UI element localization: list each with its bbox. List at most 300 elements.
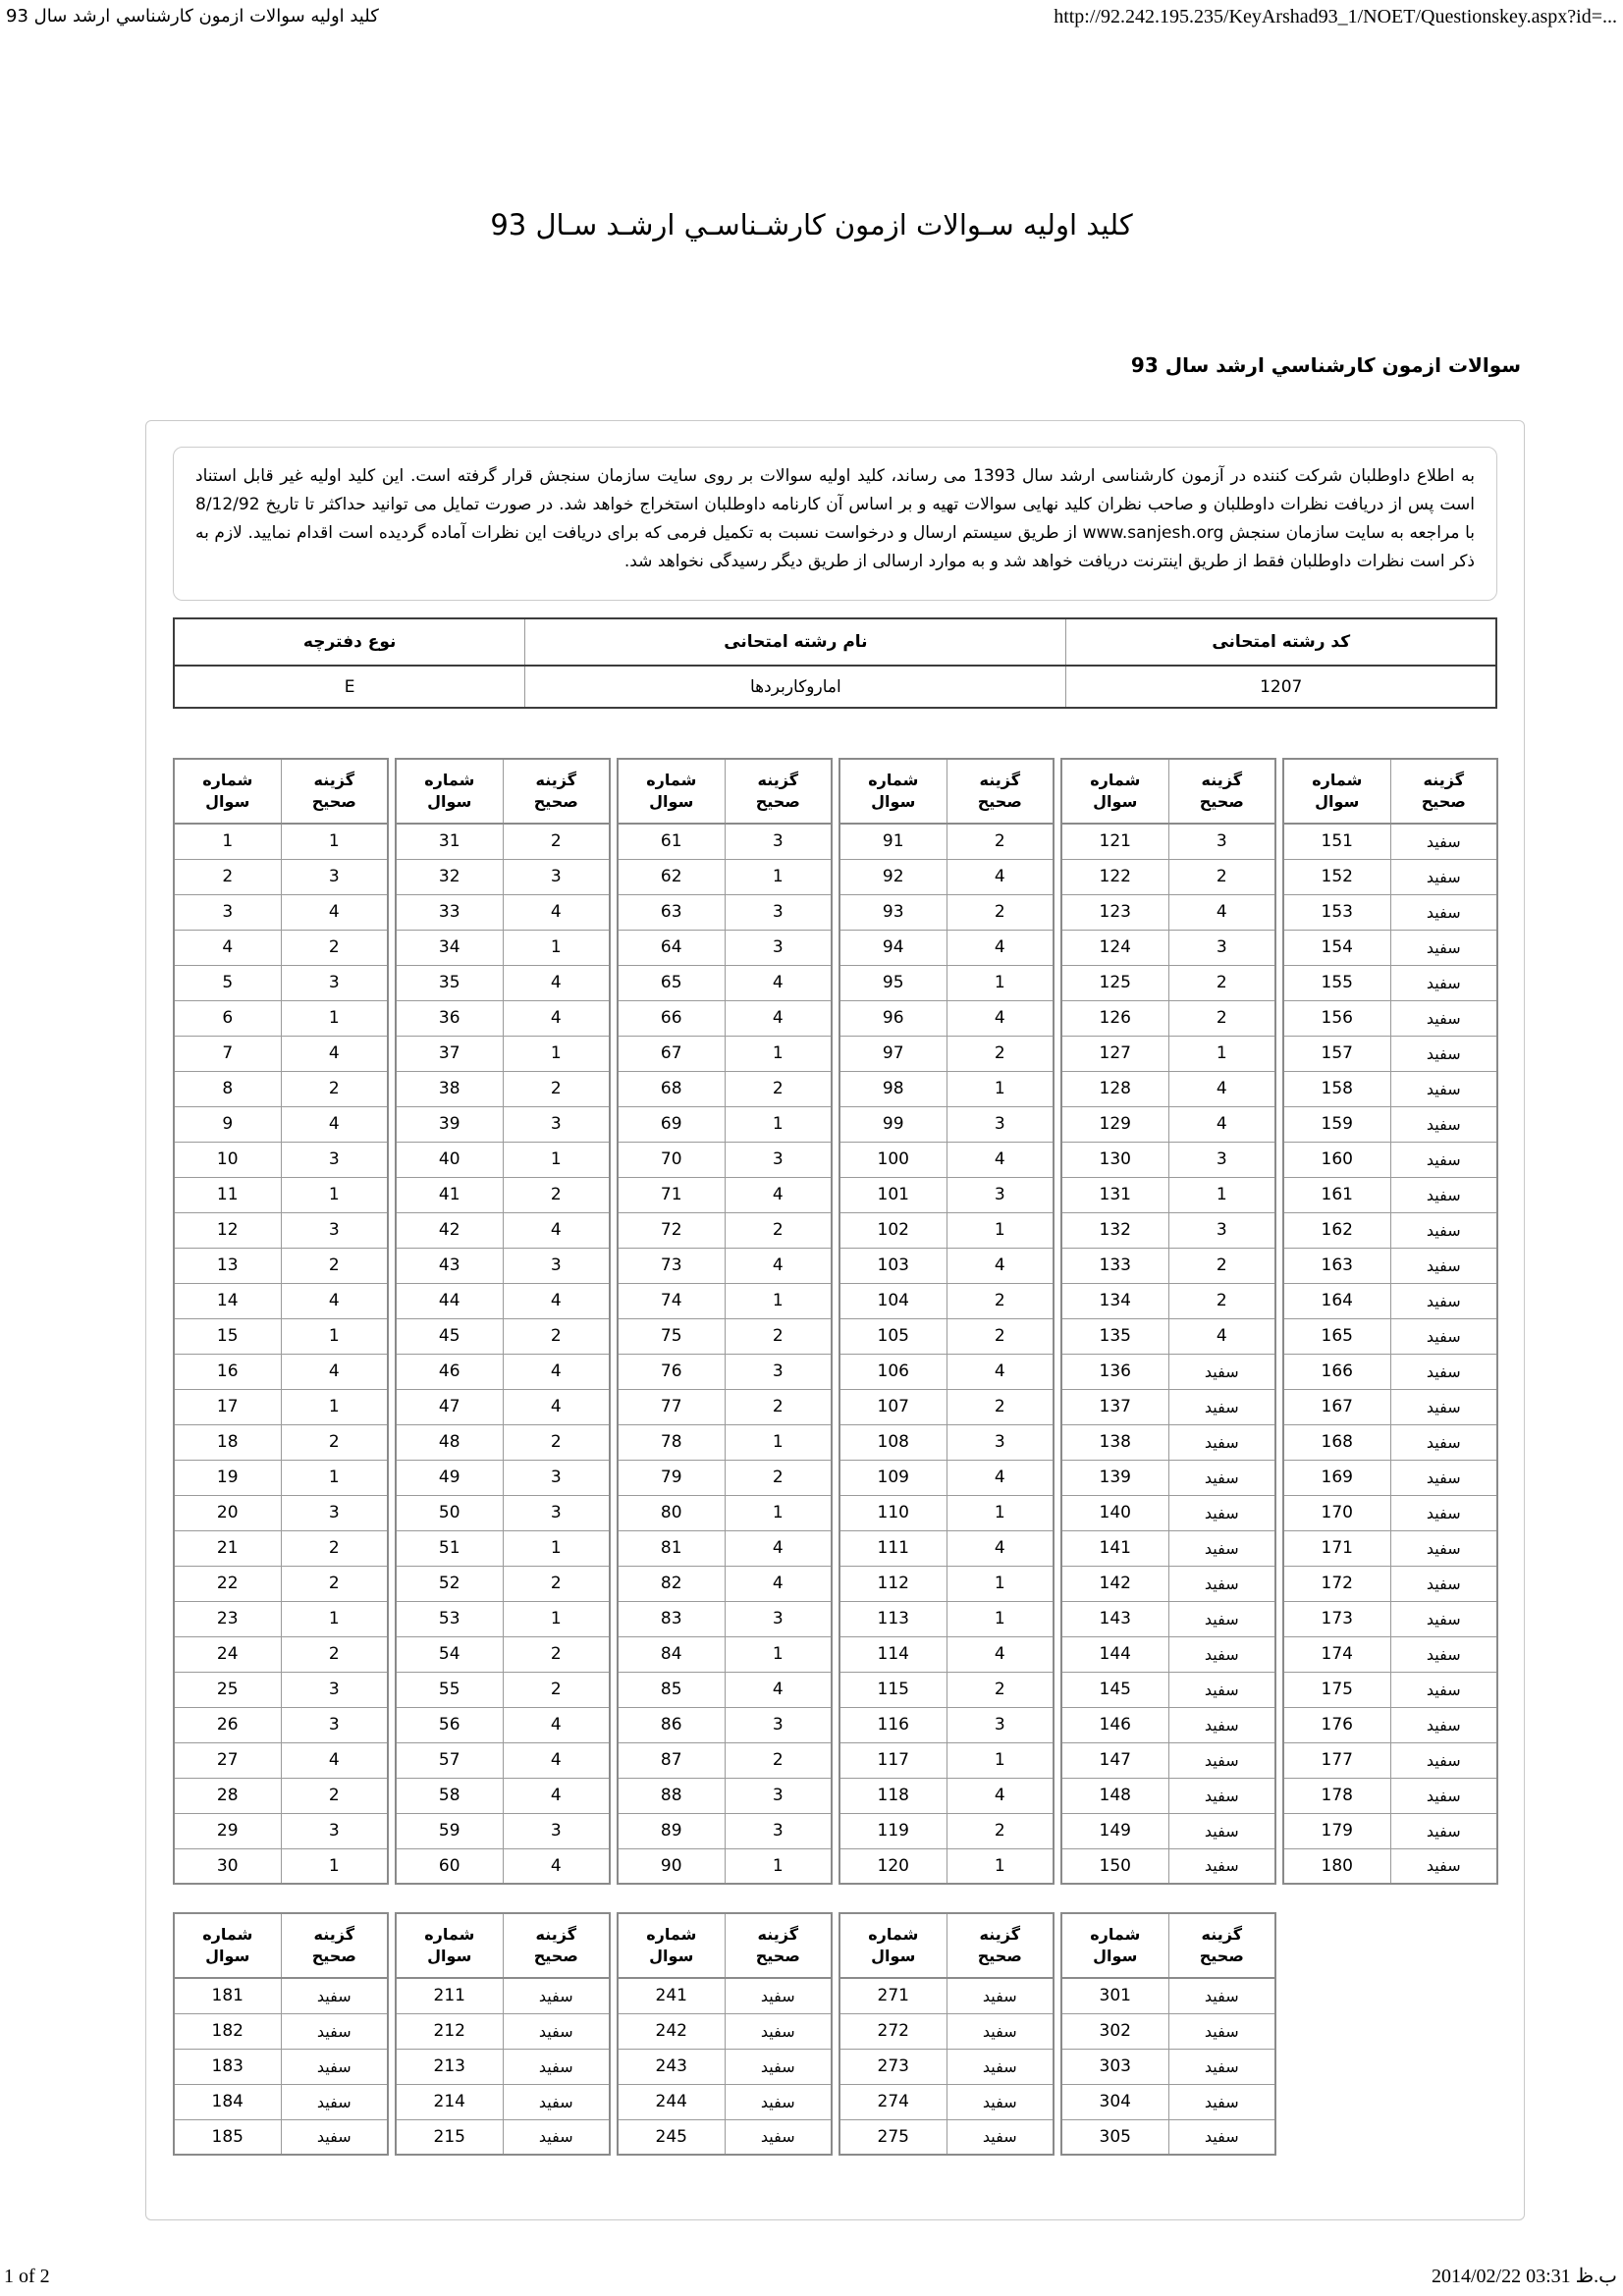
answer-row	[1283, 1071, 1497, 1106]
question-number-cell: 13	[174, 1248, 281, 1283]
question-number-cell: 175	[1283, 1672, 1390, 1707]
answer-row	[618, 1742, 832, 1778]
question-number-cell: 89	[618, 1813, 725, 1848]
answer-row	[839, 894, 1054, 930]
question-number-cell: 177	[1283, 1742, 1390, 1778]
question-number-cell: 163	[1283, 1248, 1390, 1283]
correct-option-cell: 1	[281, 1000, 388, 1036]
correct-option-cell: 2	[1168, 1000, 1275, 1036]
correct-option-cell: سفید	[1390, 1212, 1497, 1248]
question-number-header: شماره سوال	[396, 1913, 503, 1978]
question-number-cell: 42	[396, 1212, 503, 1248]
question-number-cell: 51	[396, 1530, 503, 1566]
correct-option-cell: سفید	[947, 2119, 1054, 2155]
answer-row	[1061, 1813, 1275, 1848]
correct-option-cell: سفید	[1390, 1707, 1497, 1742]
correct-option-cell: سفید	[503, 2049, 610, 2084]
question-number-cell: 108	[839, 1424, 947, 1460]
answer-table-181-185	[173, 1912, 389, 2156]
question-number-cell: 92	[839, 859, 947, 894]
correct-option-cell: 4	[947, 1248, 1054, 1283]
answer-row	[396, 965, 610, 1000]
correct-option-cell: 4	[947, 1778, 1054, 1813]
correct-option-cell: 2	[503, 824, 610, 859]
answer-row	[839, 1742, 1054, 1778]
correct-option-cell: 4	[947, 1460, 1054, 1495]
correct-option-cell: سفید	[725, 2084, 832, 2119]
question-number-cell: 70	[618, 1142, 725, 1177]
answer-row	[174, 1389, 388, 1424]
correct-option-header: گزینه صحیح	[725, 759, 832, 824]
answer-row	[1283, 1354, 1497, 1389]
correct-option-cell: 3	[725, 1813, 832, 1848]
question-number-cell: 122	[1061, 859, 1168, 894]
answer-row	[1283, 1318, 1497, 1354]
answer-row	[396, 1177, 610, 1212]
question-number-cell: 84	[618, 1636, 725, 1672]
answer-row	[839, 1142, 1054, 1177]
answer-row	[839, 1530, 1054, 1566]
correct-option-cell: 4	[947, 1636, 1054, 1672]
answer-row	[1061, 1106, 1275, 1142]
question-number-cell: 82	[618, 1566, 725, 1601]
correct-option-cell: سفید	[1168, 1424, 1275, 1460]
question-number-cell: 129	[1061, 1106, 1168, 1142]
correct-option-cell: سفید	[947, 2049, 1054, 2084]
question-number-cell: 90	[618, 1848, 725, 1884]
correct-option-cell: 2	[503, 1636, 610, 1672]
correct-option-cell: 3	[1168, 824, 1275, 859]
question-number-cell: 38	[396, 1071, 503, 1106]
correct-option-cell: سفید	[1390, 1672, 1497, 1707]
question-number-cell: 88	[618, 1778, 725, 1813]
correct-option-cell: 3	[281, 1707, 388, 1742]
answer-table-header-row	[1061, 1913, 1275, 1978]
answer-row	[1061, 1530, 1275, 1566]
question-number-cell: 143	[1061, 1601, 1168, 1636]
correct-option-cell: 3	[947, 1177, 1054, 1212]
question-number-cell: 272	[839, 2013, 947, 2049]
answer-row	[839, 1978, 1054, 2013]
correct-option-cell: 3	[725, 930, 832, 965]
question-number-cell: 37	[396, 1036, 503, 1071]
answer-row	[396, 1848, 610, 1884]
answer-table-header-row	[174, 759, 388, 824]
question-number-cell: 305	[1061, 2119, 1168, 2155]
correct-option-cell: 3	[1168, 1212, 1275, 1248]
answer-row	[618, 2084, 832, 2119]
question-number-cell: 182	[174, 2013, 281, 2049]
question-number-cell: 167	[1283, 1389, 1390, 1424]
correct-option-header: گزینه صحیح	[725, 1913, 832, 1978]
answer-row	[1283, 1212, 1497, 1248]
answer-row	[174, 1071, 388, 1106]
question-number-cell: 146	[1061, 1707, 1168, 1742]
question-number-cell: 36	[396, 1000, 503, 1036]
answer-row	[396, 1424, 610, 1460]
answer-row	[1283, 1601, 1497, 1636]
question-number-cell: 71	[618, 1177, 725, 1212]
answer-row	[1061, 1424, 1275, 1460]
answer-row	[618, 1354, 832, 1389]
question-number-cell: 55	[396, 1672, 503, 1707]
correct-option-cell: 2	[725, 1071, 832, 1106]
exam-info-value-row	[174, 666, 1496, 708]
correct-option-cell: 2	[503, 1672, 610, 1707]
question-number-cell: 81	[618, 1530, 725, 1566]
correct-option-cell: سفید	[281, 2049, 388, 2084]
answer-row	[174, 2119, 388, 2155]
answer-row	[1061, 1742, 1275, 1778]
answer-row	[839, 1460, 1054, 1495]
question-number-cell: 49	[396, 1460, 503, 1495]
question-number-cell: 17	[174, 1389, 281, 1424]
correct-option-cell: 2	[725, 1389, 832, 1424]
question-number-cell: 44	[396, 1283, 503, 1318]
print-header	[6, 6, 1617, 28]
correct-option-header: گزینه صحیح	[503, 1913, 610, 1978]
answer-row	[618, 1707, 832, 1742]
answer-row	[839, 1424, 1054, 1460]
question-number-cell: 131	[1061, 1177, 1168, 1212]
question-number-cell: 62	[618, 859, 725, 894]
answer-row	[396, 2119, 610, 2155]
answer-row	[1061, 1354, 1275, 1389]
correct-option-cell: 2	[281, 930, 388, 965]
correct-option-cell: سفید	[725, 1978, 832, 2013]
question-number-cell: 95	[839, 965, 947, 1000]
correct-option-cell: 4	[503, 894, 610, 930]
answer-row	[396, 930, 610, 965]
question-number-cell: 140	[1061, 1495, 1168, 1530]
major-code-value: 1207	[1066, 666, 1496, 708]
answer-row	[174, 930, 388, 965]
correct-option-cell: 3	[281, 965, 388, 1000]
question-number-cell: 67	[618, 1036, 725, 1071]
answer-row	[1283, 894, 1497, 930]
correct-option-cell: 4	[281, 1106, 388, 1142]
question-number-cell: 127	[1061, 1036, 1168, 1071]
correct-option-cell: سفید	[1390, 1636, 1497, 1672]
question-number-cell: 179	[1283, 1813, 1390, 1848]
answer-row	[1283, 1142, 1497, 1177]
correct-option-cell: 1	[281, 824, 388, 859]
question-number-cell: 99	[839, 1106, 947, 1142]
correct-option-cell: 1	[503, 1601, 610, 1636]
correct-option-cell: 1	[725, 1106, 832, 1142]
answer-row	[1283, 859, 1497, 894]
question-number-cell: 126	[1061, 1000, 1168, 1036]
booklet-type-value: E	[174, 666, 525, 708]
correct-option-cell: سفید	[1168, 1495, 1275, 1530]
correct-option-cell: 1	[725, 1036, 832, 1071]
answer-row	[1061, 1778, 1275, 1813]
answer-table-header-row	[618, 1913, 832, 1978]
answer-row	[839, 1389, 1054, 1424]
answer-row	[1061, 1248, 1275, 1283]
question-number-cell: 301	[1061, 1978, 1168, 2013]
correct-option-cell: 4	[281, 1742, 388, 1778]
answer-row	[1061, 1177, 1275, 1212]
answer-row	[839, 1566, 1054, 1601]
question-number-cell: 153	[1283, 894, 1390, 930]
answer-table-61-90	[617, 758, 833, 1885]
answer-table-31-60	[395, 758, 611, 1885]
question-number-cell: 117	[839, 1742, 947, 1778]
answer-row	[839, 930, 1054, 965]
answer-row	[839, 1000, 1054, 1036]
correct-option-cell: سفید	[1168, 1778, 1275, 1813]
correct-option-cell: 3	[1168, 930, 1275, 965]
question-number-cell: 154	[1283, 930, 1390, 965]
correct-option-cell: سفید	[1168, 1813, 1275, 1848]
booklet-type-header: نوع دفترچه	[174, 618, 525, 666]
correct-option-cell: 4	[503, 1389, 610, 1424]
answer-row	[839, 1601, 1054, 1636]
question-number-cell: 157	[1283, 1036, 1390, 1071]
correct-option-cell: 2	[725, 1318, 832, 1354]
answer-row	[1061, 2119, 1275, 2155]
correct-option-cell: 1	[281, 1848, 388, 1884]
question-number-cell: 45	[396, 1318, 503, 1354]
correct-option-cell: 4	[947, 1142, 1054, 1177]
answer-row	[618, 894, 832, 930]
answer-row	[839, 1636, 1054, 1672]
question-number-header: شماره سوال	[174, 759, 281, 824]
answer-row	[618, 1530, 832, 1566]
correct-option-cell: 4	[503, 1707, 610, 1742]
question-number-cell: 74	[618, 1283, 725, 1318]
correct-option-cell: 2	[1168, 1248, 1275, 1283]
answer-row	[396, 1212, 610, 1248]
answer-row	[618, 1106, 832, 1142]
question-number-cell: 155	[1283, 965, 1390, 1000]
correct-option-cell: 1	[281, 1177, 388, 1212]
correct-option-cell: سفید	[1390, 1813, 1497, 1848]
correct-option-cell: سفید	[1390, 1848, 1497, 1884]
answer-row	[1283, 1742, 1497, 1778]
question-number-cell: 107	[839, 1389, 947, 1424]
answer-table-121-150	[1060, 758, 1276, 1885]
question-number-cell: 52	[396, 1566, 503, 1601]
answer-table-header-row	[839, 759, 1054, 824]
question-number-cell: 275	[839, 2119, 947, 2155]
answer-row	[174, 859, 388, 894]
answer-row	[839, 1212, 1054, 1248]
correct-option-cell: 4	[281, 1036, 388, 1071]
correct-option-cell: 1	[947, 1495, 1054, 1530]
correct-option-cell: سفید	[1168, 1742, 1275, 1778]
correct-option-cell: 4	[1168, 1318, 1275, 1354]
answer-row	[1283, 1672, 1497, 1707]
correct-option-cell: 3	[725, 894, 832, 930]
question-number-cell: 158	[1283, 1071, 1390, 1106]
question-number-cell: 176	[1283, 1707, 1390, 1742]
correct-option-cell: سفید	[503, 1978, 610, 2013]
answer-grid-bottom	[173, 1912, 1497, 2156]
answer-row	[839, 824, 1054, 859]
answer-row	[618, 1601, 832, 1636]
question-number-cell: 24	[174, 1636, 281, 1672]
question-number-cell: 116	[839, 1707, 947, 1742]
correct-option-cell: 4	[1168, 1071, 1275, 1106]
answer-row	[396, 1036, 610, 1071]
answer-row	[839, 2119, 1054, 2155]
correct-option-cell: 3	[281, 1672, 388, 1707]
question-number-cell: 3	[174, 894, 281, 930]
answer-row	[839, 1177, 1054, 1212]
question-number-cell: 32	[396, 859, 503, 894]
answer-row	[396, 2084, 610, 2119]
question-number-header: شماره سوال	[839, 759, 947, 824]
correct-option-cell: 2	[503, 1424, 610, 1460]
answer-table-241-245	[617, 1912, 833, 2156]
answer-row	[1061, 1978, 1275, 2013]
question-number-cell: 244	[618, 2084, 725, 2119]
answer-row	[618, 1566, 832, 1601]
question-number-cell: 183	[174, 2049, 281, 2084]
answer-row	[396, 1742, 610, 1778]
question-number-cell: 133	[1061, 1248, 1168, 1283]
answer-table-301-305	[1060, 1912, 1276, 2156]
correct-option-cell: 4	[503, 1354, 610, 1389]
answer-row	[839, 2049, 1054, 2084]
answer-row	[1283, 1460, 1497, 1495]
answer-row	[839, 2013, 1054, 2049]
question-number-cell: 61	[618, 824, 725, 859]
question-number-header: شماره سوال	[618, 1913, 725, 1978]
answer-row	[396, 1000, 610, 1036]
question-number-cell: 172	[1283, 1566, 1390, 1601]
question-number-cell: 109	[839, 1460, 947, 1495]
correct-option-cell: 2	[503, 1318, 610, 1354]
correct-option-cell: 2	[947, 1036, 1054, 1071]
correct-option-cell: 2	[503, 1566, 610, 1601]
correct-option-cell: 1	[947, 1742, 1054, 1778]
question-number-cell: 47	[396, 1389, 503, 1424]
correct-option-cell: 1	[503, 1530, 610, 1566]
question-number-cell: 102	[839, 1212, 947, 1248]
question-number-cell: 242	[618, 2013, 725, 2049]
question-number-cell: 60	[396, 1848, 503, 1884]
correct-option-cell: سفید	[1390, 1142, 1497, 1177]
answer-table-1-30	[173, 758, 389, 1885]
question-number-cell: 86	[618, 1707, 725, 1742]
question-number-cell: 118	[839, 1778, 947, 1813]
answer-row	[396, 1601, 610, 1636]
correct-option-cell: سفید	[1390, 1071, 1497, 1106]
notice-box	[173, 447, 1497, 601]
question-number-cell: 85	[618, 1672, 725, 1707]
correct-option-cell: 1	[725, 859, 832, 894]
answer-row	[1283, 1707, 1497, 1742]
correct-option-cell: 2	[725, 1212, 832, 1248]
correct-option-cell: 2	[725, 1742, 832, 1778]
answer-row	[1283, 1106, 1497, 1142]
question-number-cell: 164	[1283, 1283, 1390, 1318]
question-number-cell: 41	[396, 1177, 503, 1212]
answer-row	[174, 1707, 388, 1742]
question-number-cell: 22	[174, 1566, 281, 1601]
question-number-cell: 66	[618, 1000, 725, 1036]
question-number-cell: 30	[174, 1848, 281, 1884]
question-number-cell: 87	[618, 1742, 725, 1778]
correct-option-cell: 4	[725, 1177, 832, 1212]
question-number-cell: 121	[1061, 824, 1168, 859]
answer-row	[396, 1978, 610, 2013]
question-number-cell: 98	[839, 1071, 947, 1106]
answer-row	[396, 894, 610, 930]
question-number-cell: 73	[618, 1248, 725, 1283]
question-number-cell: 5	[174, 965, 281, 1000]
correct-option-cell: 3	[281, 1212, 388, 1248]
correct-option-cell: 3	[947, 1424, 1054, 1460]
answer-row	[174, 1978, 388, 2013]
question-number-header: شماره سوال	[618, 759, 725, 824]
question-number-cell: 77	[618, 1389, 725, 1424]
answer-row	[1283, 1813, 1497, 1848]
answer-row	[174, 2049, 388, 2084]
question-number-cell: 63	[618, 894, 725, 930]
question-number-cell: 152	[1283, 859, 1390, 894]
question-number-cell: 78	[618, 1424, 725, 1460]
correct-option-cell: سفید	[1168, 1566, 1275, 1601]
answer-row	[1283, 1566, 1497, 1601]
exam-info-table	[173, 617, 1497, 709]
question-number-header: شماره سوال	[1061, 759, 1168, 824]
correct-option-cell: 3	[281, 859, 388, 894]
answer-row	[396, 824, 610, 859]
correct-option-cell: سفید	[1390, 930, 1497, 965]
answer-row	[839, 1495, 1054, 1530]
question-number-cell: 273	[839, 2049, 947, 2084]
correct-option-cell: 2	[947, 1283, 1054, 1318]
correct-option-cell: 4	[1168, 894, 1275, 930]
question-number-cell: 145	[1061, 1672, 1168, 1707]
correct-option-cell: سفید	[1390, 1177, 1497, 1212]
question-number-cell: 33	[396, 894, 503, 930]
correct-option-cell: سفید	[1390, 1460, 1497, 1495]
question-number-cell: 148	[1061, 1778, 1168, 1813]
answer-row	[1061, 1318, 1275, 1354]
question-number-cell: 215	[396, 2119, 503, 2155]
answer-row	[396, 1672, 610, 1707]
correct-option-cell: 1	[725, 1495, 832, 1530]
correct-option-cell: سفید	[1390, 1601, 1497, 1636]
answer-row	[618, 930, 832, 965]
answer-row	[396, 1142, 610, 1177]
question-number-cell: 149	[1061, 1813, 1168, 1848]
answer-row	[618, 1460, 832, 1495]
correct-option-cell: 3	[281, 1813, 388, 1848]
correct-option-cell: 4	[947, 1530, 1054, 1566]
answer-row	[1061, 1707, 1275, 1742]
answer-row	[618, 1672, 832, 1707]
correct-option-cell: 4	[281, 1283, 388, 1318]
question-number-cell: 141	[1061, 1530, 1168, 1566]
correct-option-cell: سفید	[281, 2084, 388, 2119]
answer-row	[839, 1071, 1054, 1106]
correct-option-cell: 3	[725, 1142, 832, 1177]
question-number-cell: 28	[174, 1778, 281, 1813]
question-number-cell: 150	[1061, 1848, 1168, 1884]
answer-table-271-275	[839, 1912, 1055, 2156]
answer-row	[174, 1177, 388, 1212]
answer-row	[1283, 1177, 1497, 1212]
answer-row	[839, 1036, 1054, 1071]
answer-table-header-row	[1061, 759, 1275, 824]
question-number-cell: 105	[839, 1318, 947, 1354]
